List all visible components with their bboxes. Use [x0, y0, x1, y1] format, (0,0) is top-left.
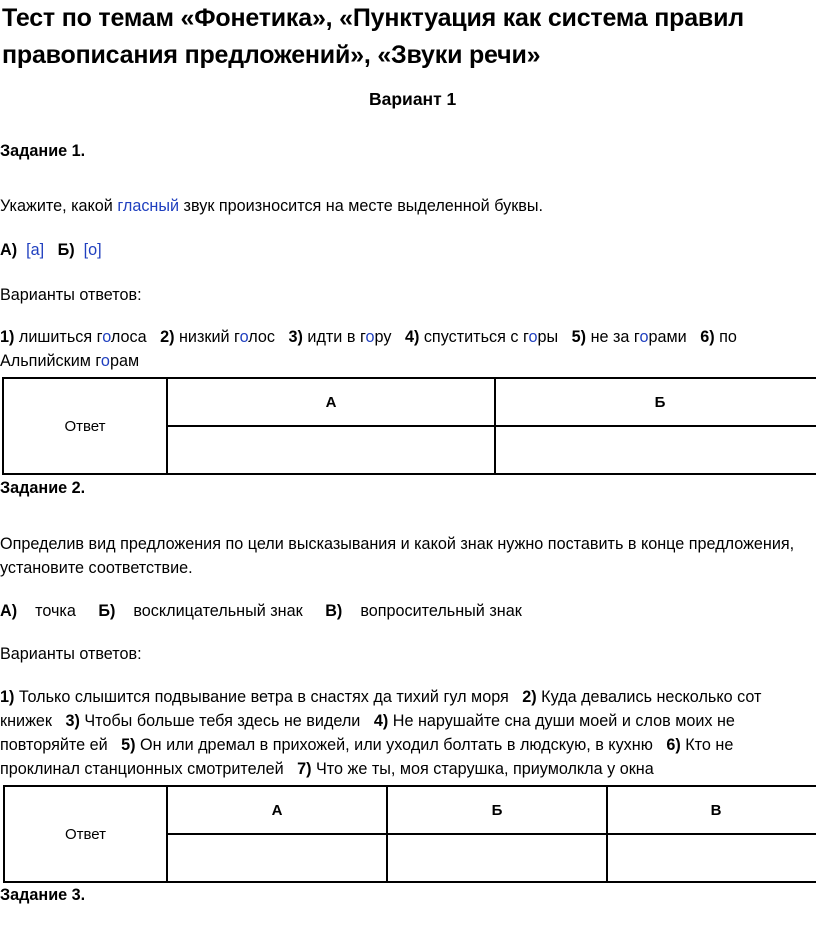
item-number: 6) — [666, 736, 681, 754]
task1-options — [0, 241, 102, 260]
page-title-line1: Тест по темам «Фонетика», «Пунктуация как система правил — [2, 4, 744, 32]
task1-prompt-after: звук произносится на месте выделенной буквы. — [179, 197, 544, 215]
item-text: ру — [374, 328, 392, 346]
task2-prompt-line2: установите соответствие. — [0, 559, 193, 577]
task2-sentences-line3 — [0, 736, 733, 755]
item-text: Кто не — [680, 736, 734, 754]
item-text: Чтобы больше тебя здесь не видели — [79, 712, 374, 730]
answer-cell-b[interactable] — [495, 426, 816, 474]
item-text: Альпийским г — [0, 352, 101, 370]
task1-option-b-open: [ — [83, 241, 89, 259]
task1-item-1 — [0, 328, 147, 346]
task3-heading: Задание 3. — [0, 886, 86, 904]
task1-option-a-close: ] — [39, 241, 45, 259]
answer-cell-a[interactable] — [167, 426, 495, 474]
task2-sentences-line1 — [0, 688, 761, 707]
item-number: 5) — [121, 736, 136, 754]
item-text: Что же ты, моя старушка, приумолкла у окна — [311, 760, 654, 778]
task2-answers-label: Варианты ответов: — [0, 645, 142, 663]
item-marked-letter: о — [239, 328, 249, 346]
item-marked-letter: о — [100, 352, 110, 370]
task1-answers-label: Варианты ответов: — [0, 286, 142, 304]
task1-item-4 — [405, 328, 558, 346]
answer-cell-c[interactable] — [607, 834, 816, 882]
item-text: лишиться г — [14, 328, 103, 346]
item-text: не за г — [586, 328, 640, 346]
task1-prompt-highlight: гласный — [117, 197, 180, 215]
item-text: Не нарушайте сна души моей и слов моих не — [388, 712, 735, 730]
task2-sentences-line2 — [0, 712, 735, 731]
item-number: 1) — [0, 328, 15, 346]
item-number: 1) — [0, 688, 15, 706]
item-number: 5) — [571, 328, 587, 346]
item-text: рам — [109, 352, 140, 370]
task1-option-b-label: Б) — [57, 241, 75, 259]
item-text: лоса — [110, 328, 147, 346]
task1-prompt — [0, 197, 543, 216]
item-text: Куда девались несколько сот — [536, 688, 762, 706]
task2-option-b-text: восклицательный знак — [133, 602, 303, 620]
answer-column-b: Б — [495, 378, 816, 426]
item-number: 3) — [288, 328, 303, 346]
answer-cell-a[interactable] — [167, 834, 387, 882]
item-text: лос — [248, 328, 275, 346]
item-text: Только слышится подвывание ветра в снастях да тихий гул моря — [14, 688, 523, 706]
item-number: 6) — [700, 328, 715, 346]
item-number: 7) — [297, 760, 312, 778]
task2-heading: Задание 2. — [0, 479, 86, 497]
task1-item-6-continuation — [0, 352, 139, 371]
task1-option-a-label: А) — [0, 241, 18, 259]
task2-sentences-line4 — [0, 760, 654, 779]
item-text: повторяйте ей — [0, 736, 122, 754]
item-marked-letter: о — [528, 328, 538, 346]
task1-option-b-close: ] — [97, 241, 102, 259]
item-marked-letter: о — [639, 328, 649, 346]
task1-item-2 — [160, 328, 275, 346]
item-text: ры — [537, 328, 559, 346]
variant-heading: Вариант 1 — [369, 89, 457, 109]
item-text: рами — [648, 328, 687, 346]
task2-option-c-text: вопросительный знак — [360, 602, 522, 620]
item-marked-letter: о — [365, 328, 375, 346]
task2-option-c-label: В) — [325, 602, 343, 620]
task1-heading: Задание 1. — [0, 142, 86, 160]
task1-item-3 — [289, 328, 392, 346]
answer-row-label: Ответ — [3, 378, 167, 474]
item-text: спуститься с г — [419, 328, 529, 346]
item-number: 4) — [373, 712, 389, 730]
answer-column-a: А — [167, 786, 387, 834]
task2-option-a-text: точка — [35, 602, 76, 620]
task1-option-a-value: а — [30, 241, 40, 259]
task1-item-5 — [572, 328, 687, 346]
item-text: книжек — [0, 712, 66, 730]
page-title-line2: правописания предложений», «Звуки речи» — [2, 41, 541, 69]
item-text: идти в г — [302, 328, 366, 346]
task1-option-a-open: [ — [26, 241, 31, 259]
answer-cell-b[interactable] — [387, 834, 607, 882]
answer-column-a: А — [167, 378, 495, 426]
task2-option-b-label: Б) — [98, 602, 116, 620]
item-text: Он или дремал в прихожей, или уходил болтать в людскую, в кухню — [135, 736, 667, 754]
item-number: 3) — [65, 712, 80, 730]
item-number: 2) — [160, 328, 175, 346]
item-text: проклинал станционных смотрителей — [0, 760, 298, 778]
task1-answer-table — [2, 377, 816, 475]
task1-items-line — [0, 328, 737, 347]
task1-prompt-before: Укажите, какой — [0, 197, 118, 215]
task2-options — [0, 602, 522, 621]
answer-column-c: В — [607, 786, 816, 834]
item-number: 4) — [404, 328, 420, 346]
task2-answer-table — [3, 785, 816, 883]
item-text: по — [714, 328, 737, 346]
item-text: низкий г — [174, 328, 240, 346]
answer-column-b: Б — [387, 786, 607, 834]
task2-option-a-label: А) — [0, 602, 18, 620]
task1-option-b-value: о — [88, 241, 98, 259]
item-marked-letter: о — [102, 328, 111, 346]
answer-row-label: Ответ — [4, 786, 167, 882]
task1-item-6 — [700, 328, 737, 346]
item-number: 2) — [522, 688, 537, 706]
task2-prompt-line1: Определив вид предложения по цели высказывания и какой знак нужно поставить в конце предложения, — [0, 535, 795, 553]
